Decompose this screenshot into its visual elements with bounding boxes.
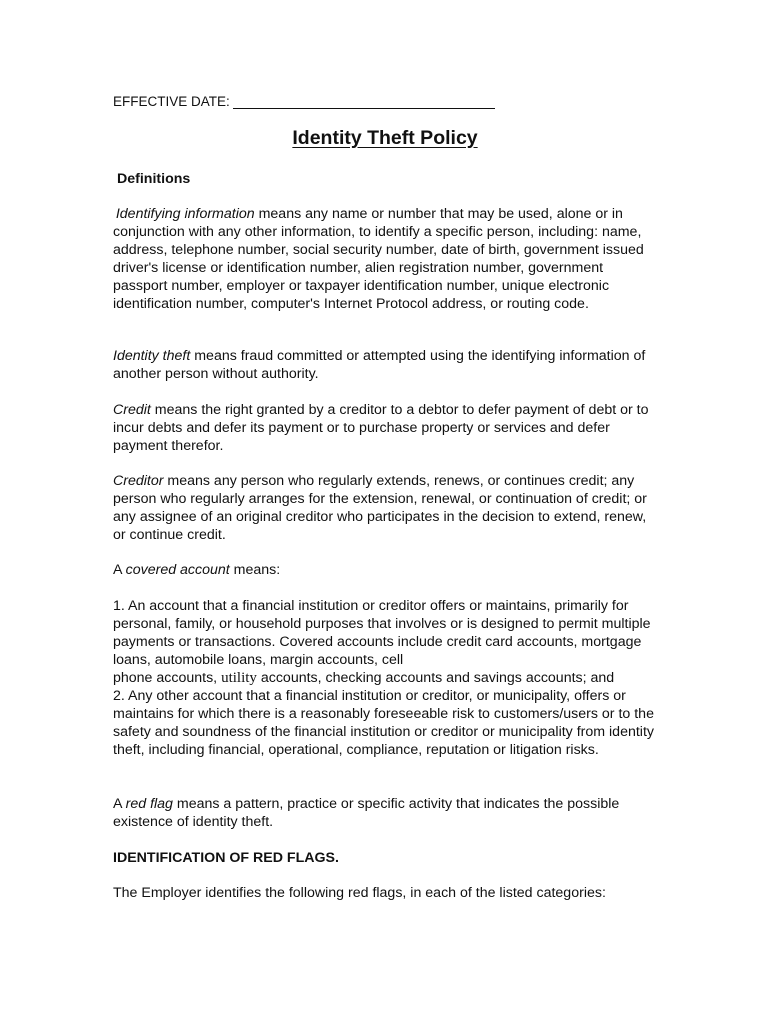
item-text: 2. Any other account that a financial institution or creditor, or municipality, offers or maintains for which there is a reasonably foreseeable risk to customers/users or to the safety and soundness of the financial institution or creditor or municipality from identity theft, including financial, operational, compliance, reputation or litigation risks.: [113, 688, 654, 758]
definition-red-flag: [113, 795, 658, 831]
effective-date-blank[interactable]: [233, 94, 495, 109]
utility-word: utility: [221, 670, 257, 686]
definition-credit: [113, 401, 658, 455]
term: Identifying information: [115, 206, 255, 222]
definition-creditor: [113, 472, 658, 544]
closing-paragraph: The Employer identifies the following red flags, in each of the listed categories:: [113, 885, 606, 901]
definition-text: means any person who regularly extends, renews, or continues credit; any person who regularly arranges for the extension, renewal, or continuation of credit; or any assignee of an original creditor who participates in the decision to extend, renew, or continue credit.: [113, 473, 647, 543]
definition-text: means a pattern, practice or specific activity that indicates the possible existence of identity theft.: [113, 796, 620, 830]
identification-heading: IDENTIFICATION OF RED FLAGS.: [113, 850, 339, 866]
item-text: phone accounts,: [113, 670, 222, 686]
definition-identifying-information: [113, 205, 658, 313]
term: Credit: [113, 402, 151, 418]
definition-covered-account: [113, 561, 658, 579]
covered-account-item-2: [113, 687, 658, 759]
term: Identity theft: [113, 348, 191, 364]
covered-account-item-1-continued: [113, 669, 658, 687]
effective-date-label: EFFECTIVE DATE:: [113, 94, 230, 109]
item-text: 1. An account that a financial institution or creditor offers or maintains, primarily for personal, family, or household purposes that involves or is designed to permit multiple payments or transactions. Covered accounts include credit card accounts, mortgage loans, automobile loans, margin accounts, cell: [113, 598, 651, 668]
term: Creditor: [113, 473, 164, 489]
definitions-heading: Definitions: [117, 171, 191, 187]
covered-account-item-1: [113, 597, 658, 669]
suffix: means:: [229, 562, 281, 578]
prefix: A: [113, 562, 126, 578]
definition-text: means any name or number that may be used, alone or in conjunction with any other information, to identify a specific person, including: name, address, telephone number, social security number, date of birth, government issued driver's license or identification number, alien registration number, government passport number, employer or taxpayer identification number, unique electronic identification number, computer's Internet Protocol address, or routing code.: [113, 206, 644, 312]
definition-identity-theft: [113, 347, 658, 383]
prefix: A: [113, 796, 126, 812]
term: red flag: [125, 796, 173, 812]
effective-date-row: [113, 94, 495, 109]
document-title: Identity Theft Policy: [292, 127, 478, 149]
item-text: accounts, checking accounts and savings accounts; and: [256, 670, 615, 686]
term: covered account: [125, 562, 230, 578]
definition-text: means the right granted by a creditor to a debtor to defer payment of debt or to incur debts and defer its payment or to purchase property or services and defer payment therefor.: [113, 402, 649, 454]
definition-text: means fraud committed or attempted using the identifying information of another person without authority.: [113, 348, 646, 382]
